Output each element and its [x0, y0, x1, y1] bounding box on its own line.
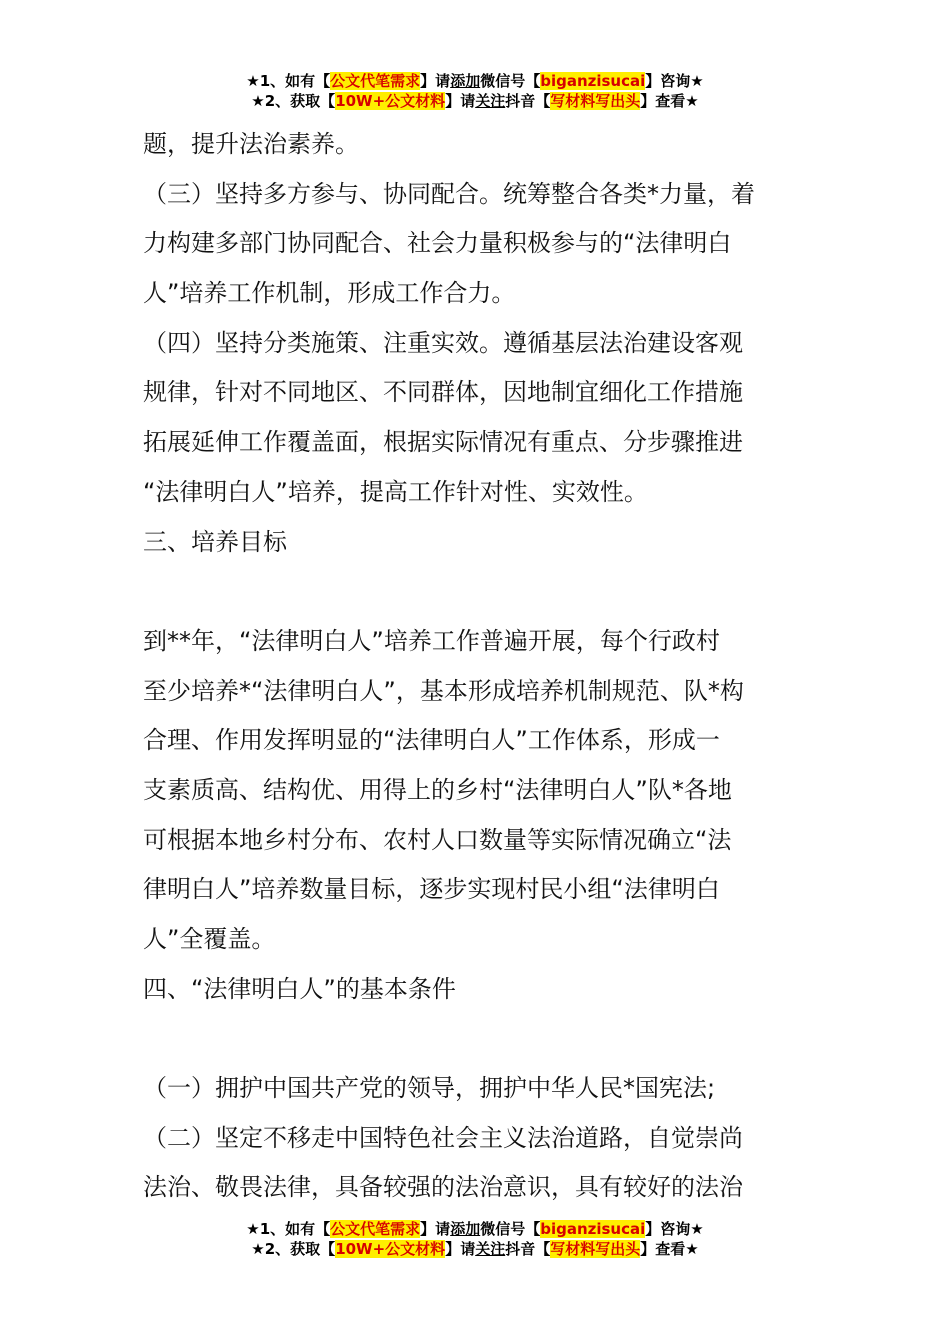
banner-text: 】请 [420, 72, 451, 90]
banner-text: 】查看★ [640, 1240, 699, 1258]
document-body [143, 120, 813, 1213]
section-heading: 三、培养目标 [143, 527, 287, 556]
banner-line-1 [0, 71, 950, 91]
paragraph-line: （四）坚持分类施策、注重实效。遵循基层法治建设客观 [143, 328, 743, 357]
banner-wechat-id: biganzisucai [540, 1220, 646, 1238]
banner-highlight: 10W+公文材料 [335, 92, 446, 110]
paragraph-line: 法治、敬畏法律，具备较强的法治意识，具有较好的法治 [143, 1173, 743, 1202]
banner-text: 】咨询★ [645, 72, 704, 90]
banner-wechat-id: biganzisucai [540, 72, 646, 90]
paragraph-line: 拓展延伸工作覆盖面，根据实际情况有重点、分步骤推进 [143, 428, 743, 457]
paragraph-line: 力构建多部门协同配合、社会力量积极参与的“法律明白 [143, 229, 732, 258]
paragraph-line: 律明白人”培养数量目标，逐步实现村民小组“法律明白 [143, 875, 720, 904]
banner-text: 微信号【 [480, 72, 541, 90]
banner-text: ★2、获取【 [251, 92, 336, 110]
banner-highlight: 公文代笔需求 [330, 72, 421, 90]
blank-line [143, 567, 813, 617]
banner-text: 】请 [420, 1220, 451, 1238]
paragraph-line: 人”全覆盖。 [143, 925, 276, 953]
banner-underline: 关注 [475, 92, 506, 110]
banner-text: 】请 [445, 1240, 476, 1258]
paragraph-line: （二）坚定不移走中国特色社会主义法治道路，自觉崇尚 [143, 1123, 743, 1152]
blank-line [143, 1014, 813, 1064]
paragraph-line: （一）拥护中国共产党的领导，拥护中华人民*国宪法; [143, 1074, 716, 1103]
paragraph-line: 支素质高、结构优、用得上的乡村“法律明白人”队*各地 [143, 775, 732, 804]
banner-text: 】咨询★ [645, 1220, 704, 1238]
banner-douyin-id: 写材料写出头 [550, 1240, 641, 1258]
banner-text: 】查看★ [640, 92, 699, 110]
banner-underline: 添加 [450, 1220, 481, 1238]
banner-underline: 关注 [475, 1240, 506, 1258]
banner-text: ★1、如有【 [246, 72, 331, 90]
paragraph-line: （三）坚持多方参与、协同配合。统筹整合各类*力量，着 [143, 179, 755, 208]
paragraph-line: “法律明白人”培养，提高工作针对性、实效性。 [143, 477, 648, 506]
banner-underline: 添加 [450, 72, 481, 90]
banner-text: ★1、如有【 [246, 1220, 331, 1238]
paragraph-line: 可根据本地乡村分布、农村人口数量等实际情况确立“法 [143, 825, 732, 854]
paragraph-line: 题，提升法治素养。 [143, 130, 359, 158]
banner-highlight: 公文代笔需求 [330, 1220, 421, 1238]
paragraph-line: 规律，针对不同地区、不同群体，因地制宜细化工作措施 [143, 378, 743, 407]
paragraph-line: 人”培养工作机制，形成工作合力。 [143, 279, 516, 308]
banner-text: 】请 [445, 92, 476, 110]
paragraph-line: 至少培养*“法律明白人”，基本形成培养机制规范、队*构 [143, 676, 744, 705]
section-heading: 四、“法律明白人”的基本条件 [143, 974, 456, 1003]
banner-douyin-id: 写材料写出头 [550, 92, 641, 110]
top-banner [0, 71, 950, 111]
banner-line-2 [0, 1239, 950, 1259]
banner-text: 微信号【 [480, 1220, 541, 1238]
paragraph-line: 合理、作用发挥明显的“法律明白人”工作体系，形成一 [143, 726, 720, 755]
banner-line-1 [0, 1219, 950, 1239]
banner-text: 抖音【 [505, 1240, 551, 1258]
banner-highlight: 10W+公文材料 [335, 1240, 446, 1258]
paragraph-line: 到**年，“法律明白人”培养工作普遍开展，每个行政村 [143, 626, 720, 655]
banner-line-2 [0, 91, 950, 111]
banner-text: 抖音【 [505, 92, 551, 110]
bottom-banner [0, 1219, 950, 1259]
banner-text: ★2、获取【 [251, 1240, 336, 1258]
